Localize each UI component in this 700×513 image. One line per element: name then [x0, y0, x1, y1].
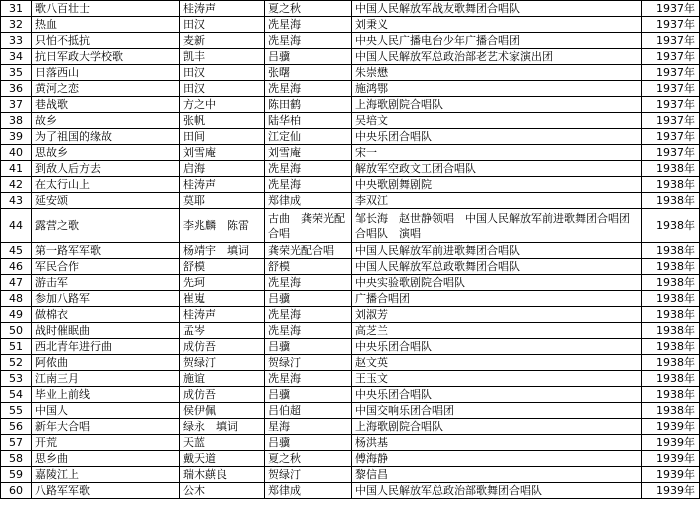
cell-year: 1937年	[642, 113, 700, 129]
cell-song-title: 做棉衣	[32, 307, 180, 323]
table-row	[1, 145, 700, 161]
cell-year: 1938年	[642, 259, 700, 275]
cell-row-number: 54	[1, 387, 32, 403]
table-row	[1, 355, 700, 371]
cell-composer: 吕骥	[265, 387, 352, 403]
cell-lyricist: 舒模	[180, 259, 265, 275]
cell-performer: 中央乐团合唱队	[352, 129, 642, 145]
cell-year: 1938年	[642, 209, 700, 243]
cell-performer: 吴培文	[352, 113, 642, 129]
cell-lyricist: 田间	[180, 129, 265, 145]
cell-row-number: 47	[1, 275, 32, 291]
table-row	[1, 209, 700, 243]
cell-year: 1938年	[642, 177, 700, 193]
cell-lyricist: 先珂	[180, 275, 265, 291]
cell-song-title: 新年大合唱	[32, 419, 180, 435]
cell-performer: 上海歌剧院合唱队	[352, 419, 642, 435]
cell-performer: 中国人民解放军总政治部歌舞团合唱队	[352, 483, 642, 499]
cell-composer: 夏之秋	[265, 1, 352, 17]
cell-lyricist: 公木	[180, 483, 265, 499]
table-row	[1, 275, 700, 291]
cell-song-title: 战时催眠曲	[32, 323, 180, 339]
cell-year: 1937年	[642, 145, 700, 161]
table-row	[1, 49, 700, 65]
cell-song-title: 歌八百壮士	[32, 1, 180, 17]
cell-lyricist: 李兆麟 陈雷	[180, 209, 265, 243]
cell-lyricist: 张帆	[180, 113, 265, 129]
table-row	[1, 193, 700, 209]
cell-song-title: 第一路军军歌	[32, 243, 180, 259]
table-row	[1, 65, 700, 81]
cell-song-title: 巷战歌	[32, 97, 180, 113]
cell-year: 1938年	[642, 243, 700, 259]
cell-year: 1938年	[642, 323, 700, 339]
cell-row-number: 38	[1, 113, 32, 129]
cell-performer: 邹长海 赵世静领唱 中国人民解放军前进歌舞团合唱团合唱队 演唱	[352, 209, 642, 243]
cell-composer: 吕骥	[265, 339, 352, 355]
cell-row-number: 49	[1, 307, 32, 323]
cell-year: 1938年	[642, 371, 700, 387]
cell-song-title: 嘉陵江上	[32, 467, 180, 483]
cell-performer: 黎信昌	[352, 467, 642, 483]
cell-row-number: 57	[1, 435, 32, 451]
cell-year: 1938年	[642, 387, 700, 403]
cell-composer: 江定仙	[265, 129, 352, 145]
table-row	[1, 81, 700, 97]
table-row	[1, 259, 700, 275]
cell-composer: 冼星海	[265, 81, 352, 97]
cell-lyricist: 田汉	[180, 17, 265, 33]
cell-song-title: 思故乡	[32, 145, 180, 161]
table-row	[1, 483, 700, 499]
cell-performer: 王玉文	[352, 371, 642, 387]
cell-song-title: 为了祖国的缘故	[32, 129, 180, 145]
cell-song-title: 热血	[32, 17, 180, 33]
cell-year: 1938年	[642, 339, 700, 355]
cell-year: 1939年	[642, 483, 700, 499]
cell-performer: 傅海静	[352, 451, 642, 467]
cell-song-title: 中国人	[32, 403, 180, 419]
cell-row-number: 31	[1, 1, 32, 17]
table-row	[1, 17, 700, 33]
cell-row-number: 34	[1, 49, 32, 65]
cell-song-title: 八路军军歌	[32, 483, 180, 499]
cell-composer: 夏之秋	[265, 451, 352, 467]
cell-lyricist: 施谊	[180, 371, 265, 387]
cell-row-number: 40	[1, 145, 32, 161]
cell-composer: 冼星海	[265, 33, 352, 49]
cell-row-number: 42	[1, 177, 32, 193]
cell-year: 1937年	[642, 97, 700, 113]
cell-performer: 宋一	[352, 145, 642, 161]
cell-composer: 冼星海	[265, 17, 352, 33]
cell-lyricist: 田汉	[180, 81, 265, 97]
cell-performer: 中央乐团合唱队	[352, 339, 642, 355]
table-row	[1, 33, 700, 49]
cell-composer: 吕骥	[265, 435, 352, 451]
cell-lyricist: 杨靖宇 填词	[180, 243, 265, 259]
cell-performer: 中央实验歌剧院合唱队	[352, 275, 642, 291]
cell-lyricist: 刘雪庵	[180, 145, 265, 161]
cell-row-number: 46	[1, 259, 32, 275]
cell-composer: 冼星海	[265, 161, 352, 177]
cell-performer: 杨洪基	[352, 435, 642, 451]
cell-performer: 中国交响乐团合唱团	[352, 403, 642, 419]
cell-lyricist: 成仿吾	[180, 339, 265, 355]
cell-song-title: 参加八路军	[32, 291, 180, 307]
cell-lyricist: 贺绿汀	[180, 355, 265, 371]
table-row	[1, 97, 700, 113]
cell-composer: 冼星海	[265, 275, 352, 291]
cell-row-number: 59	[1, 467, 32, 483]
cell-row-number: 35	[1, 65, 32, 81]
cell-performer: 中国人民解放军战友歌舞团合唱队	[352, 1, 642, 17]
cell-row-number: 39	[1, 129, 32, 145]
cell-composer: 郑律成	[265, 483, 352, 499]
table-row	[1, 113, 700, 129]
cell-song-title: 江南三月	[32, 371, 180, 387]
cell-performer: 中央歌剧舞剧院	[352, 177, 642, 193]
cell-performer: 上海歌剧院合唱队	[352, 97, 642, 113]
cell-composer: 贺绿汀	[265, 355, 352, 371]
cell-year: 1938年	[642, 291, 700, 307]
cell-lyricist: 绿永 填词	[180, 419, 265, 435]
cell-year: 1937年	[642, 129, 700, 145]
cell-composer: 陆华柏	[265, 113, 352, 129]
cell-row-number: 37	[1, 97, 32, 113]
cell-composer: 陈田鹤	[265, 97, 352, 113]
cell-row-number: 41	[1, 161, 32, 177]
cell-song-title: 日落西山	[32, 65, 180, 81]
cell-performer: 解放军空政文工团合唱队	[352, 161, 642, 177]
cell-composer: 吕骥	[265, 49, 352, 65]
cell-performer: 广播合唱团	[352, 291, 642, 307]
cell-performer: 朱崇懋	[352, 65, 642, 81]
cell-composer: 冼星海	[265, 177, 352, 193]
cell-composer: 张曙	[265, 65, 352, 81]
cell-row-number: 33	[1, 33, 32, 49]
table-row	[1, 129, 700, 145]
table-row	[1, 323, 700, 339]
cell-year: 1938年	[642, 161, 700, 177]
cell-song-title: 只怕不抵抗	[32, 33, 180, 49]
cell-year: 1939年	[642, 467, 700, 483]
cell-lyricist: 孟岑	[180, 323, 265, 339]
cell-row-number: 36	[1, 81, 32, 97]
cell-performer: 中央乐团合唱队	[352, 387, 642, 403]
table-row	[1, 307, 700, 323]
cell-composer: 冼星海	[265, 307, 352, 323]
cell-song-title: 在太行山上	[32, 177, 180, 193]
cell-lyricist: 成仿吾	[180, 387, 265, 403]
cell-row-number: 45	[1, 243, 32, 259]
cell-performer: 中国人民解放军前进歌舞团合唱队	[352, 243, 642, 259]
cell-row-number: 48	[1, 291, 32, 307]
cell-year: 1937年	[642, 33, 700, 49]
cell-song-title: 西北青年进行曲	[32, 339, 180, 355]
cell-lyricist: 戴天道	[180, 451, 265, 467]
cell-lyricist: 崔嵬	[180, 291, 265, 307]
cell-song-title: 露营之歌	[32, 209, 180, 243]
cell-composer: 龚荣光配合唱	[265, 243, 352, 259]
cell-song-title: 延安颂	[32, 193, 180, 209]
cell-performer: 中国人民解放军总政歌舞团合唱队	[352, 259, 642, 275]
cell-composer: 吕骥	[265, 291, 352, 307]
cell-song-title: 到敌人后方去	[32, 161, 180, 177]
cell-year: 1939年	[642, 451, 700, 467]
table-row	[1, 1, 700, 17]
table-row	[1, 177, 700, 193]
cell-year: 1938年	[642, 307, 700, 323]
table-row	[1, 435, 700, 451]
cell-lyricist: 桂涛声	[180, 177, 265, 193]
cell-lyricist: 侯伊佩	[180, 403, 265, 419]
cell-year: 1938年	[642, 275, 700, 291]
cell-row-number: 55	[1, 403, 32, 419]
table-row	[1, 243, 700, 259]
cell-row-number: 56	[1, 419, 32, 435]
cell-lyricist: 桂涛声	[180, 1, 265, 17]
table-row	[1, 339, 700, 355]
table-row	[1, 161, 700, 177]
song-table-body	[1, 1, 700, 499]
cell-composer: 郑律成	[265, 193, 352, 209]
cell-lyricist: 启海	[180, 161, 265, 177]
cell-year: 1937年	[642, 1, 700, 17]
cell-lyricist: 凯丰	[180, 49, 265, 65]
cell-performer: 中央人民广播电台少年广播合唱团	[352, 33, 642, 49]
cell-year: 1938年	[642, 193, 700, 209]
cell-performer: 高芝兰	[352, 323, 642, 339]
cell-lyricist: 田汉	[180, 65, 265, 81]
cell-lyricist: 桂涛声	[180, 307, 265, 323]
cell-year: 1938年	[642, 403, 700, 419]
cell-year: 1939年	[642, 435, 700, 451]
table-row	[1, 387, 700, 403]
cell-composer: 贺绿汀	[265, 467, 352, 483]
cell-song-title: 故乡	[32, 113, 180, 129]
cell-song-title: 思乡曲	[32, 451, 180, 467]
table-row	[1, 451, 700, 467]
cell-lyricist: 瑞木蕻良	[180, 467, 265, 483]
cell-row-number: 60	[1, 483, 32, 499]
cell-row-number: 58	[1, 451, 32, 467]
cell-row-number: 52	[1, 355, 32, 371]
cell-composer: 古曲 龚荣光配合唱	[265, 209, 352, 243]
table-row	[1, 467, 700, 483]
cell-year: 1937年	[642, 81, 700, 97]
cell-performer: 刘淑芳	[352, 307, 642, 323]
cell-lyricist: 麦新	[180, 33, 265, 49]
cell-row-number: 53	[1, 371, 32, 387]
cell-song-title: 军民合作	[32, 259, 180, 275]
cell-year: 1937年	[642, 49, 700, 65]
cell-song-title: 毕业上前线	[32, 387, 180, 403]
cell-performer: 施鸿鄂	[352, 81, 642, 97]
table-row	[1, 291, 700, 307]
cell-composer: 星海	[265, 419, 352, 435]
cell-year: 1938年	[642, 355, 700, 371]
table-row	[1, 403, 700, 419]
cell-lyricist: 方之中	[180, 97, 265, 113]
cell-row-number: 51	[1, 339, 32, 355]
cell-year: 1937年	[642, 65, 700, 81]
cell-song-title: 抗日军政大学校歌	[32, 49, 180, 65]
cell-lyricist: 莫耶	[180, 193, 265, 209]
cell-song-title: 黄河之恋	[32, 81, 180, 97]
cell-song-title: 游击军	[32, 275, 180, 291]
cell-performer: 中国人民解放军总政治部老艺术家演出团	[352, 49, 642, 65]
cell-row-number: 50	[1, 323, 32, 339]
cell-song-title: 开荒	[32, 435, 180, 451]
cell-composer: 刘雪庵	[265, 145, 352, 161]
cell-performer: 李双江	[352, 193, 642, 209]
table-row	[1, 371, 700, 387]
cell-row-number: 43	[1, 193, 32, 209]
cell-lyricist: 天蓝	[180, 435, 265, 451]
cell-composer: 冼星海	[265, 371, 352, 387]
cell-row-number: 32	[1, 17, 32, 33]
cell-year: 1939年	[642, 419, 700, 435]
cell-composer: 舒模	[265, 259, 352, 275]
cell-composer: 冼星海	[265, 323, 352, 339]
cell-performer: 刘秉义	[352, 17, 642, 33]
cell-performer: 赵文英	[352, 355, 642, 371]
cell-year: 1937年	[642, 17, 700, 33]
cell-song-title: 阿侬曲	[32, 355, 180, 371]
table-row	[1, 419, 700, 435]
cell-composer: 吕伯超	[265, 403, 352, 419]
cell-row-number: 44	[1, 209, 32, 243]
